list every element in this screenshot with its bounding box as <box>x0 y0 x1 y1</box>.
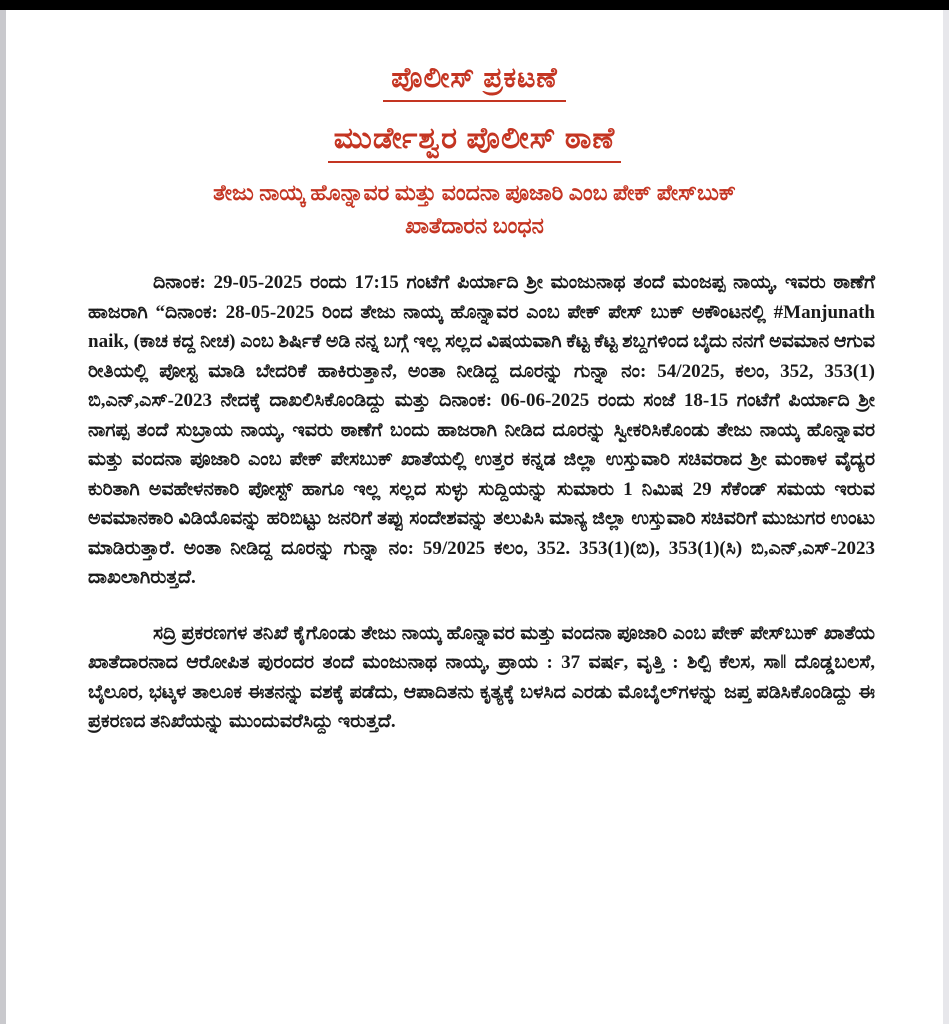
document-body <box>88 268 875 737</box>
subtitle-line-1: ತೇಜು ನಾಯ್ಕ ಹೊನ್ನಾವರ ಮತ್ತು ವಂದನಾ ಪೂಜಾರಿ ಎಂಬ ಪೇಕ್ ಪೇಸ್‌ಬುಕ್ <box>213 180 736 205</box>
body-paragraph-1: ದಿನಾಂಕ: 29-05-2025 ರಂದು 17:15 ಗಂಟೆಗೆ ಪಿರ್ಯಾದಿ ಶ್ರೀ ಮಂಜುನಾಥ ತಂದೆ ಮಂಜಪ್ಪ ನಾಯ್ಕ, ಇವರು ಠಾಣೆಗೆ ಹಾಜರಾಗಿ “ದಿನಾಂಕ: 28-05-2025 ರಿಂದ ತೇಜು ನಾಯ್ಕ ಹೊನ್ನಾವರ ಎಂಬ ಪೇಕ್ ಪೇಸ್ ಬುಕ್ ಅಕೌಂಟನಲ್ಲಿ #Manjunath naik, (ಕಾಚ ಕದ್ದ ನೀಚ) ಎಂಬ ಶಿರ್ಷಿಕೆ ಅಡಿ ನನ್ನ ಬಗ್ಗೆ ಇಲ್ಲ ಸಲ್ಲದ ವಿಷಯವಾಗಿ ಕೆಟ್ಟ ಕೆಟ್ಟ ಶಬ್ದಗಳಿಂದ ಬೈದು ನನಗೆ ಅವಮಾನ ಆಗುವ ರೀತಿಯಲ್ಲಿ ಪೋಸ್ಟ ಮಾಡಿ ಬೇದರಿಕೆ ಹಾಕಿರುತ್ತಾನೆ, ಅಂತಾ ನೀಡಿದ್ದ ದೂರನ್ನು ಗುನ್ನಾ ನಂ: 54/2025, ಕಲಂ, 352, 353(1) ಬಿ,ಎನ್,ಎಸ್-2023 ನೇದಕ್ಕೆ ದಾಖಲಿಸಿಕೊಂಡಿದ್ದು ಮತ್ತು ದಿನಾಂಕ: 06-06-2025 ರಂದು ಸಂಜೆ 18-15 ಗಂಟೆಗೆ ಪಿರ್ಯಾದಿ ಶ್ರೀ ನಾಗಪ್ಪ ತಂದೆ ಸುಬ್ರಾಯ ನಾಯ್ಕ, ಇವರು ಠಾಣೆಗೆ ಬಂದು ಹಾಜರಾಗಿ ನೀಡಿದ ದೂರನ್ನು ಸ್ವೀಕರಿಸಿಕೊಂಡು ತೇಜು ನಾಯ್ಕ ಹೊನ್ನಾವರ ಮತ್ತು ವಂದನಾ ಪೂಜಾರಿ ಎಂಬ ಪೇಕ್ ಪೇಸಬುಕ್ ಖಾತೆಯಲ್ಲಿ ಉತ್ತರ ಕನ್ನಡ ಜಿಲ್ಲಾ ಉಸ್ತುವಾರಿ ಸಚಿವರಾದ ಶ್ರೀ ಮಂಕಾಳ ವೈದ್ಯರ ಕುರಿತಾಗಿ ಅವಹೇಳನಕಾರಿ ಪೋಸ್ಟ್ ಹಾಗೂ ಇಲ್ಲ ಸಲ್ಲದ ಸುಳ್ಳು ಸುದ್ದಿಯನ್ನು ಸುಮಾರು 1 ನಿಮಿಷ 29 ಸೆಕೆಂಡ್ ಸಮಯ ಇರುವ ಅವಮಾನಕಾರಿ ವಿಡಿಯೊವನ್ನು ಹರಿಬಿಟ್ಟು ಜನರಿಗೆ ತಪ್ಪು ಸಂದೇಶವನ್ನು ತಲುಪಿಸಿ ಮಾನ್ಯ ಜಿಲ್ಲಾ ಉಸ್ತುವಾರಿ ಸಚಿವರಿಗೆ ಮುಜುಗರ ಉಂಟು ಮಾಡಿರುತ್ತಾರೆ. ಅಂತಾ ನೀಡಿದ್ದ ದೂರನ್ನು ಗುನ್ನಾ ನಂ: 59/2025 ಕಲಂ, 352. 353(1)(ಬಿ), 353(1)(ಸಿ) ಬಿ,ಎನ್,ಎಸ್-2023 ದಾಖಲಾಗಿರುತ್ತದೆ. <box>88 272 875 588</box>
right-edge-strip <box>943 10 949 1024</box>
document-title-text: ಪೊಲೀಸ್ ಪ್ರಕಟಣೆ <box>383 63 566 102</box>
subtitle <box>46 176 903 242</box>
station-name-text: ಮುರ್ಡೇಶ್ವರ ಪೊಲೀಸ್ ಠಾಣೆ <box>328 122 621 163</box>
document-title <box>6 58 943 102</box>
top-edge-bar <box>0 0 949 10</box>
document-page <box>6 10 943 1024</box>
station-name <box>6 122 943 163</box>
body-paragraph-2: ಸದ್ರಿ ಪ್ರಕರಣಗಳ ತನಿಖೆ ಕೈಗೊಂಡು ತೇಜು ನಾಯ್ಕ ಹೊನ್ನಾವರ ಮತ್ತು ವಂದನಾ ಪೂಜಾರಿ ಎಂಬ ಪೇಕ್ ಪೇಸ್‌ಬುಕ್ ಖಾತೆಯ ಖಾತೆದಾರನಾದ ಆರೋಪಿತ ಪುರಂದರ ತಂದೆ ಮಂಜುನಾಥ ನಾಯ್ಕ, ಪ್ರಾಯ : 37 ವರ್ಷ, ವೃತ್ತಿ : ಶಿಲ್ಪಿ ಕೆಲಸ, ಸಾ‖ ದೊಡ್ಡಬಲಸೆ, ಬೈಲೂರ, ಭಟ್ಕಳ ತಾಲೂಕ ಈತನನ್ನು ವಶಕ್ಕೆ ಪಡೆದು, ಆಪಾದಿತನು ಕೃತ್ಯಕ್ಕೆ ಬಳಸಿದ ಎರಡು ಮೊಬೈಲ್‌ಗಳನ್ನು ಜಪ್ತ ಪಡಿಸಿಕೊಂಡಿದ್ದು ಈ ಪ್ರಕರಣದ ತನಿಖೆಯನ್ನು ಮುಂದುವರೆಸಿದ್ದು ಇರುತ್ತದೆ. <box>88 622 875 732</box>
subtitle-line-2: ಖಾತೆದಾರನ ಬಂಧನ <box>405 213 544 238</box>
